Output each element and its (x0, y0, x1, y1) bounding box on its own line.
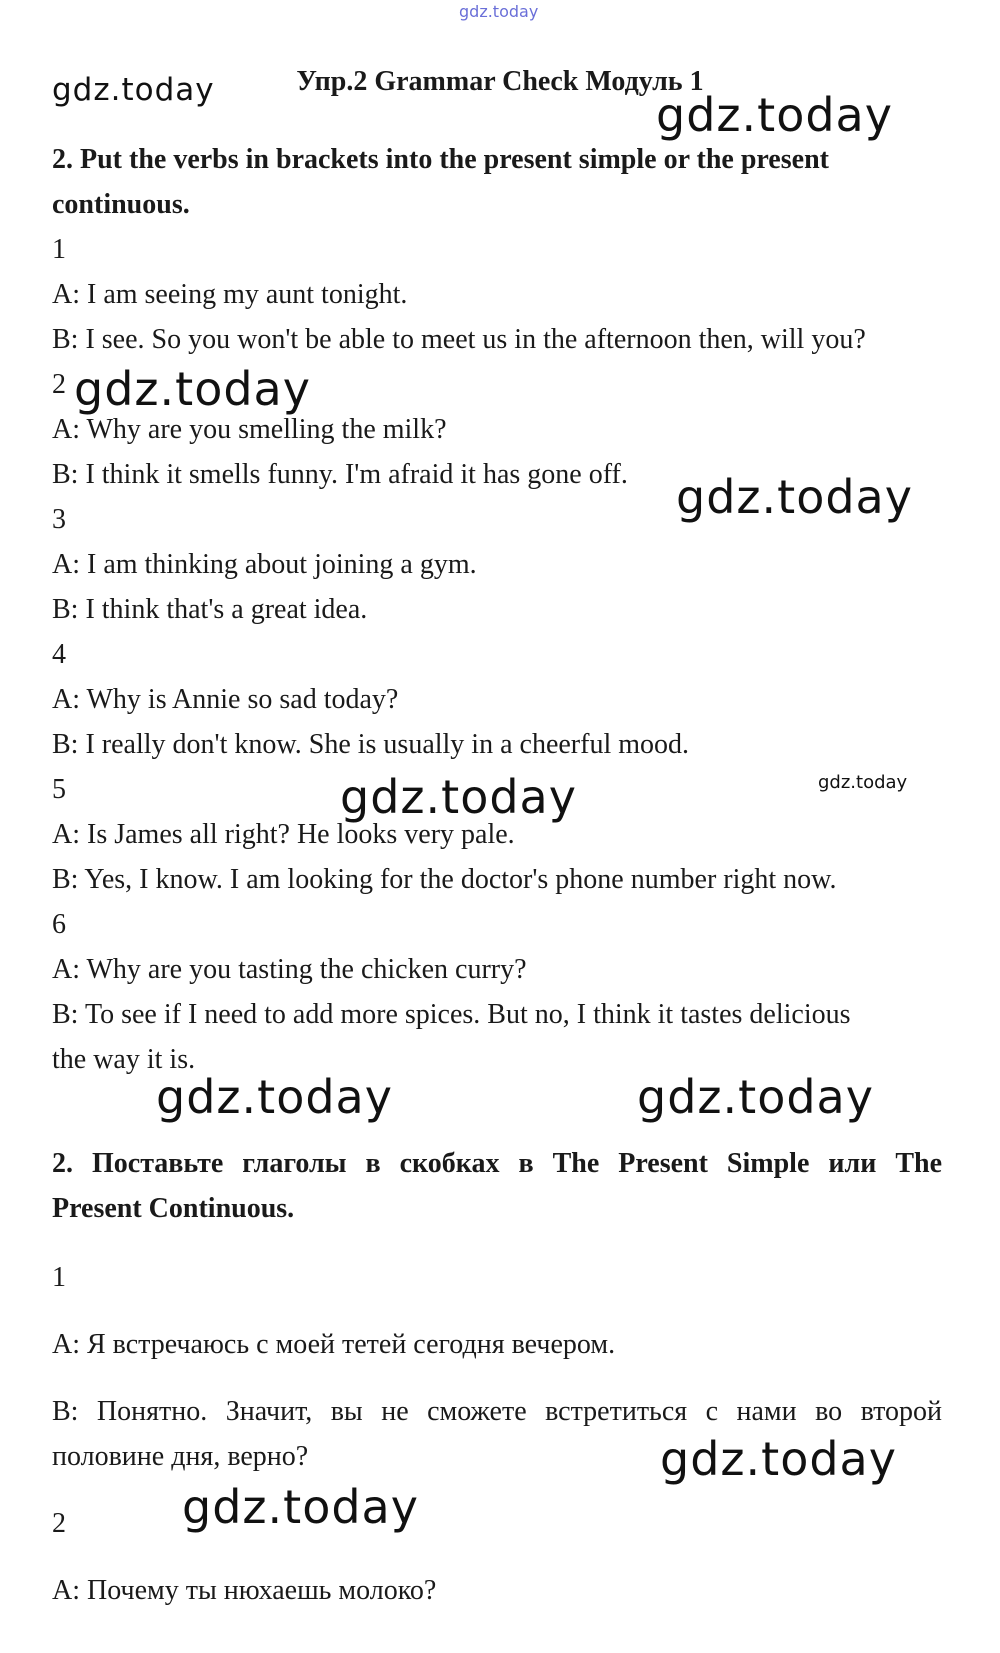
dialogue-line-b-cont: the way it is. (52, 1044, 196, 1075)
item-number: 2 (52, 1508, 66, 1539)
watermark: gdz.today (52, 72, 215, 108)
instruction-ru-line2: Present Continuous. (52, 1193, 295, 1224)
instruction-en-line1: 2. Put the verbs in brackets into the present simple or the present (52, 144, 829, 175)
watermark: gdz.today (676, 470, 913, 524)
dialogue-line-b: B: Понятно. Значит, вы не сможете встретиться с нами во второй (52, 1396, 942, 1427)
dialogue-line-b: B: I think that's a great idea. (52, 594, 368, 625)
dialogue-line-a: A: Why is Annie so sad today? (52, 684, 399, 715)
dialogue-line-b: B: I see. So you won't be able to meet us in the afternoon then, will you? (52, 324, 866, 355)
dialogue-line-a: A: Why are you smelling the milk? (52, 414, 447, 445)
dialogue-line-a: A: I am seeing my aunt tonight. (52, 279, 408, 310)
dialogue-line-a: A: Is James all right? He looks very pale. (52, 819, 515, 850)
watermark: gdz.today (660, 1432, 897, 1486)
dialogue-line-b: B: I really don't know. She is usually in a cheerful mood. (52, 729, 689, 760)
dialogue-line-b: B: I think it smells funny. I'm afraid it has gone off. (52, 459, 628, 490)
watermark: gdz.today (656, 88, 893, 142)
dialogue-line-b: B: Yes, I know. I am looking for the doctor's phone number right now. (52, 864, 837, 895)
dialogue-line-a: A: Почему ты нюхаешь молоко? (52, 1575, 437, 1606)
dialogue-line-b-cont: половине дня, верно? (52, 1441, 309, 1472)
item-number: 2 (52, 369, 66, 400)
watermark: gdz.today (340, 770, 577, 824)
item-number: 5 (52, 774, 66, 805)
item-number: 6 (52, 909, 66, 940)
item-number: 3 (52, 504, 66, 535)
watermark: gdz.today (637, 1070, 874, 1124)
item-number: 1 (52, 234, 66, 265)
dialogue-line-a: A: Why are you tasting the chicken curry? (52, 954, 527, 985)
watermark: gdz.today (156, 1070, 393, 1124)
dialogue-line-a: A: Я встречаюсь с моей тетей сегодня вечером. (52, 1329, 616, 1360)
watermark: gdz.today (74, 362, 311, 416)
watermark: gdz.today (818, 772, 908, 793)
instruction-en-line2: continuous. (52, 189, 190, 220)
watermark: gdz.today (182, 1480, 419, 1534)
dialogue-line-a: A: I am thinking about joining a gym. (52, 549, 477, 580)
item-number: 4 (52, 639, 66, 670)
watermark-top: gdz.today (459, 2, 539, 21)
page-title: Упр.2 Grammar Check Модуль 1 (296, 66, 704, 97)
instruction-ru-line1: 2. Поставьте глаголы в скобках в The Present Simple или The (52, 1148, 942, 1179)
item-number: 1 (52, 1262, 66, 1293)
dialogue-line-b: B: To see if I need to add more spices. But no, I think it tastes delicious (52, 999, 851, 1030)
